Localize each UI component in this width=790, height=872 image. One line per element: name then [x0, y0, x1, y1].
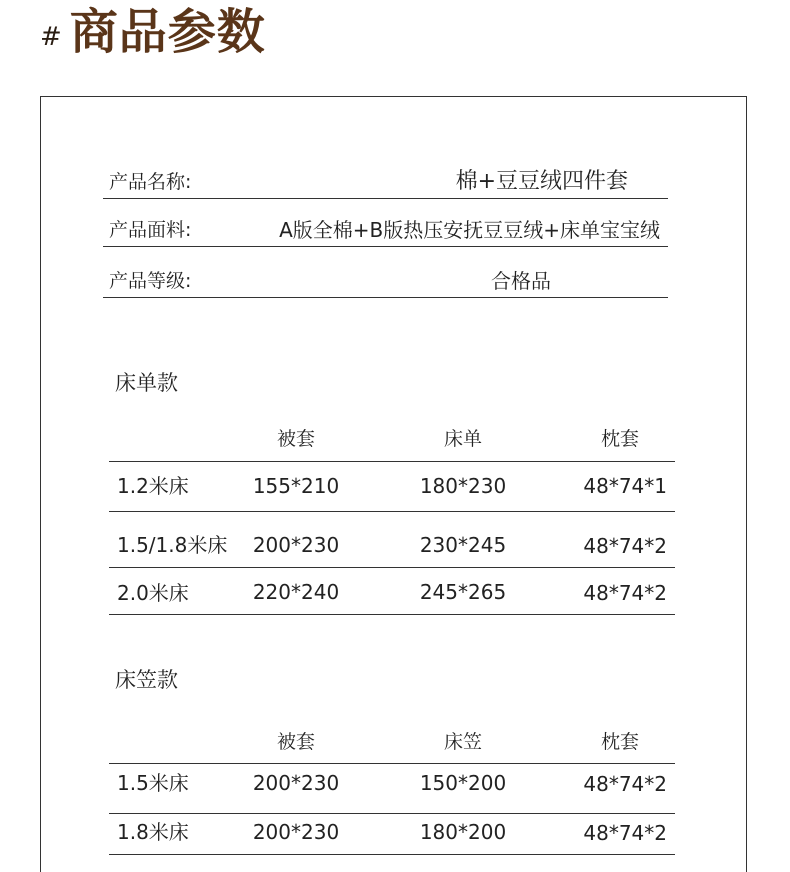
- page-header: [40, 0, 266, 60]
- info-row-fabric: [103, 206, 668, 247]
- table-row: [109, 511, 675, 567]
- table-cell: 1.8米床: [117, 820, 189, 844]
- sheet-table: [109, 424, 675, 615]
- info-value: A版全棉+B版热压安抚豆豆绒+床单宝宝绒: [279, 218, 660, 242]
- table-row: [109, 813, 675, 855]
- table-cell: 48*74*2: [583, 581, 667, 605]
- table-cell: 200*230: [252, 533, 340, 557]
- table-cell: 155*210: [252, 474, 340, 498]
- table-cell: 48*74*2: [583, 534, 667, 558]
- table-cell: 180*230: [419, 474, 507, 498]
- table-cell: 1.5/1.8米床: [117, 533, 228, 557]
- header-cell: 被套: [276, 428, 316, 450]
- section-title-fitted: 床笠款: [115, 668, 178, 692]
- info-row-grade: [103, 257, 668, 298]
- info-row-name: [103, 158, 668, 199]
- page-title: 商品参数: [69, 4, 266, 60]
- table-header: [109, 727, 675, 763]
- table-header: [109, 424, 675, 461]
- table-cell: 245*265: [419, 580, 507, 604]
- header-cell: 枕套: [600, 731, 640, 753]
- header-cell: 被套: [276, 731, 316, 753]
- info-value: 合格品: [491, 269, 551, 293]
- table-cell: 150*200: [419, 771, 507, 795]
- header-cell: 枕套: [600, 428, 640, 450]
- table-cell: 220*240: [252, 580, 340, 604]
- table-cell: 48*74*2: [583, 821, 667, 845]
- table-cell: 180*200: [419, 820, 507, 844]
- fitted-table: [109, 727, 675, 855]
- info-label: 产品名称:: [109, 171, 192, 193]
- info-value: 棉+豆豆绒四件套: [455, 169, 628, 194]
- table-cell: 48*74*1: [583, 474, 667, 498]
- table-cell: 48*74*2: [583, 772, 667, 796]
- table-row: [109, 763, 675, 813]
- table-cell: 1.2米床: [117, 474, 189, 498]
- table-cell: 1.5米床: [117, 771, 189, 795]
- table-cell: 230*245: [419, 533, 507, 557]
- header-cell: 床单: [443, 428, 483, 450]
- table-row: [109, 567, 675, 615]
- hash-symbol: #: [40, 22, 62, 52]
- info-label: 产品面料:: [109, 219, 192, 241]
- table-cell: 2.0米床: [117, 581, 189, 605]
- table-cell: 200*230: [252, 820, 340, 844]
- info-label: 产品等级:: [109, 270, 192, 292]
- table-row: [109, 461, 675, 511]
- section-title-sheet: 床单款: [115, 371, 178, 395]
- table-cell: 200*230: [252, 771, 340, 795]
- header-cell: 床笠: [443, 731, 483, 753]
